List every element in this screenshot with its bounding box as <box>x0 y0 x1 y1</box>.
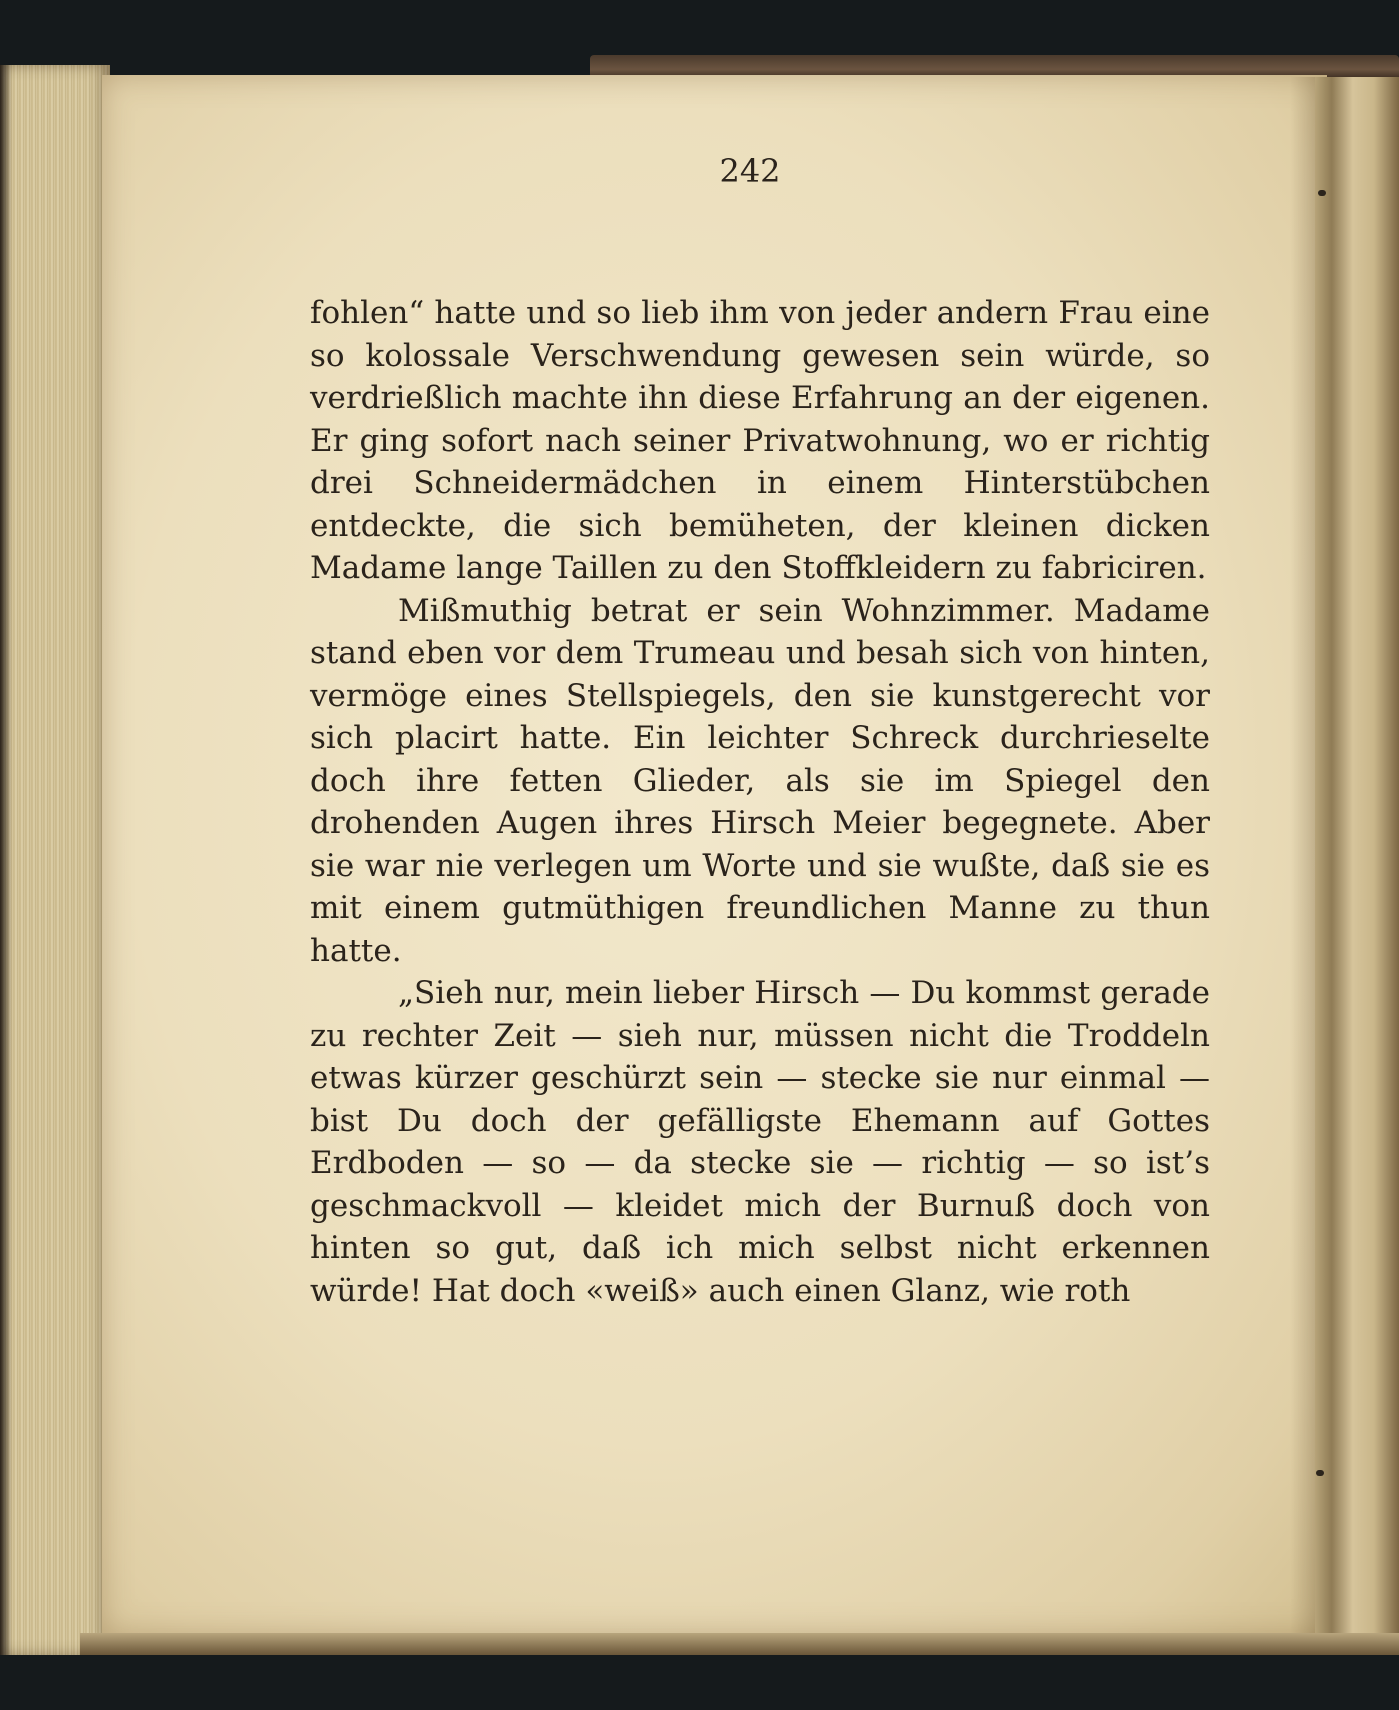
binding-shadow <box>0 65 12 1655</box>
paragraph: Mißmuthig betrat er sein Wohnzimmer. Madame stand eben vor dem Trumeau und besah sich von hinten, vermöge eines Stellspiegels, den sie kunstgerecht vor sich placirt hatte. Ein leichter Schreck durchrieselte doch ihre fetten Glieder, als sie im Spiegel den drohenden Augen ihres Hirsch Meier begegnete. Aber sie war nie verlegen um Worte und sie wußte, daß sie es mit einem gutmüthigen freundlichen Manne zu thun hatte. <box>310 592 1210 969</box>
bottom-page-edge <box>80 1633 1399 1655</box>
page-text <box>310 292 1210 1312</box>
page-number: 242 <box>719 152 781 190</box>
binding-thread-mark <box>1318 190 1326 196</box>
book-gutter <box>1315 77 1399 1652</box>
paragraph: „Sieh nur, mein lieber Hirsch — Du kommst gerade zu rechter Zeit — sieh nur, müssen nicht die Troddeln etwas kürzer geschürzt sein — stecke sie nur einmal — bist Du doch der gefälligste Ehemann auf Gottes Erdboden — so — da stecke sie — richtig — so ist’s geschmackvoll — kleidet mich der Burnuß doch von hinten so gut, daß ich mich selbst nicht erkennen würde! Hat doch «weiß» auch einen Glanz, wie roth <box>310 975 1210 1309</box>
paragraph: fohlen“ hatte und so lieb ihm von jeder andern Frau eine so kolossale Verschwendung gewesen sein würde, so verdrießlich machte ihn diese Erfahrung an der eigenen. Er ging sofort nach seiner Privatwohnung, wo er richtig drei Schneidermädchen in einem Hinterstübchen entdeckte, die sich bemüheten, der kleinen dicken Madame lange Taillen zu den Stoffkleidern zu fabriciren. <box>310 295 1210 586</box>
binding-thread-mark <box>1316 1470 1324 1476</box>
page-stack-edge <box>0 65 110 1655</box>
